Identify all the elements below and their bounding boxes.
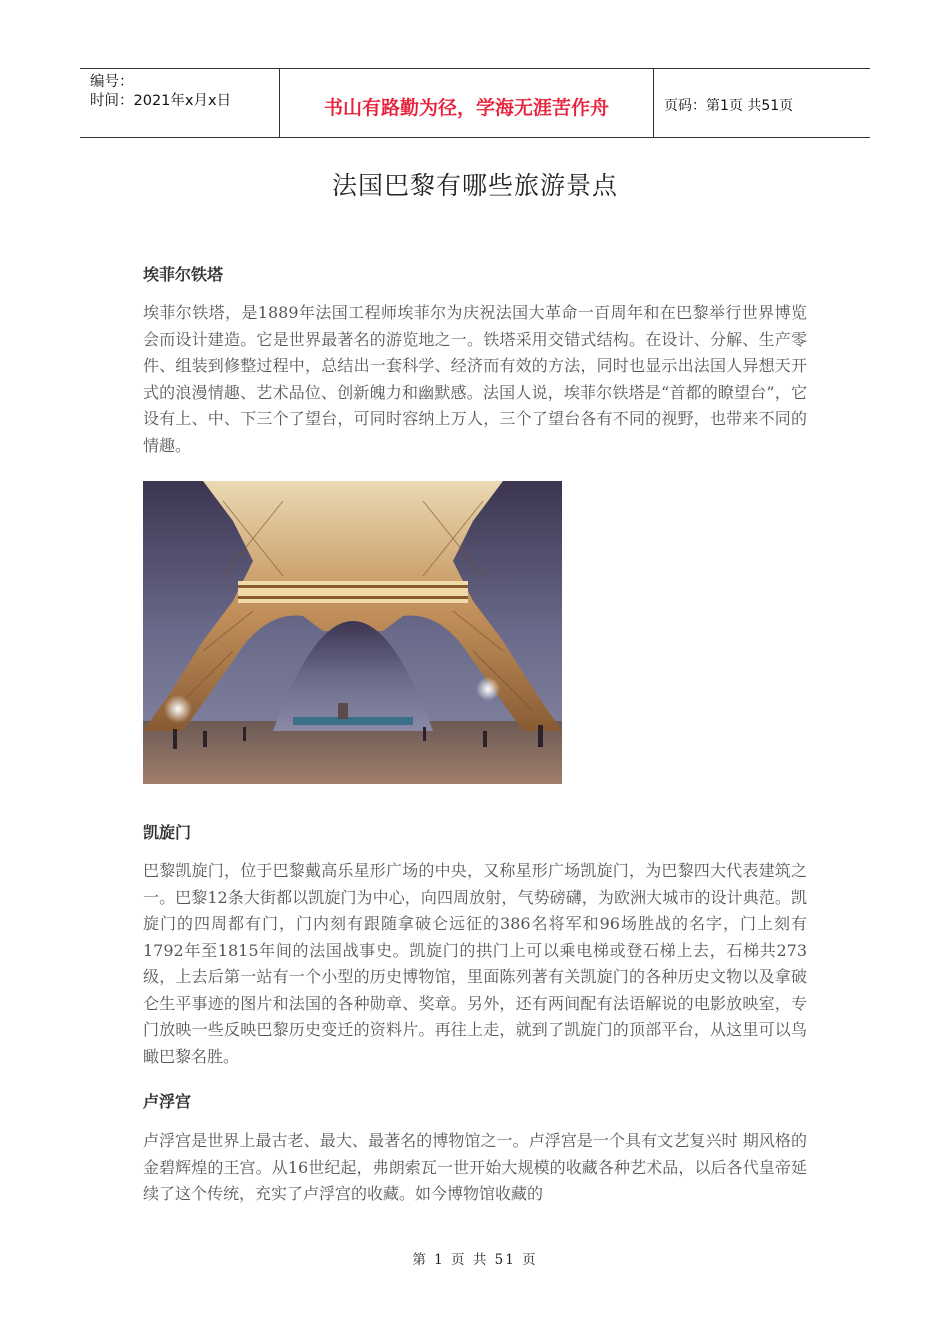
header-motto: 书山有路勤为径，学海无涯苦作舟 bbox=[280, 69, 654, 137]
section-heading-louvre: 卢浮宫 bbox=[143, 1092, 192, 1111]
number-label: 编号： bbox=[90, 74, 134, 90]
section-text-eiffel: 埃菲尔铁塔，是1889年法国工程师埃菲尔为庆祝法国大革命一百周年和在巴黎举行世界博览会而设计建造。它是世界最著名的游览地之一。铁塔采用交错式结构。在设计、分解、生产零件、组装到修整过程中，总结出一套科学、经济而有效的方法，同时也显示出法国人异想天开式的浪漫情趣、艺术品位、创新魄力和幽默感。法国人说，埃菲尔铁塔是“首都的瞭望台”，它设有上、中、下三个了望台，可同时容纳上万人，三个了望台各有不同的视野，也带来不同的情趣。 bbox=[143, 303, 807, 455]
header-page-info: 页码：第1页 共51页 bbox=[664, 98, 794, 114]
time-label: 时间：2021年x月x日 bbox=[90, 93, 232, 109]
section-text-arc: 巴黎凯旋门，位于巴黎戴高乐星形广场的中央，又称星形广场凯旋门，为巴黎四大代表建筑之一。巴黎12条大街都以凯旋门为中心，向四周放射，气势磅礴，为欧洲大城市的设计典范。凯旋门的四周都有门，门内刻有跟随拿破仑远征的386名将军和96场胜战的名字，门上刻有1792年至1815年间的法国战事史。凯旋门的拱门上可以乘电梯或登石梯上去，石梯共273级，上去后第一站有一个小型的历史博物馆，里面陈列著有关凯旋门的各种历史文物以及拿破仑生平事迹的图片和法国的各种勋章、奖章。另外，还有两间配有法语解说的电影放映室，专门放映一些反映巴黎历史变迁的资料片。再往上走，就到了凯旋门的顶部平台，从这里可以鸟瞰巴黎名胜。 bbox=[143, 861, 807, 1066]
section-heading-eiffel: 埃菲尔铁塔 bbox=[143, 265, 224, 284]
eiffel-tower-photo bbox=[143, 481, 562, 784]
section-heading-arc: 凯旋门 bbox=[143, 823, 192, 842]
page-footer: 第 1 页 共 51 页 bbox=[412, 1252, 538, 1268]
document-header bbox=[80, 68, 870, 138]
document-title: 法国巴黎有哪些旅游景点 bbox=[331, 171, 618, 200]
header-meta bbox=[80, 69, 280, 137]
section-text-louvre: 卢浮宫是世界上最古老、最大、最著名的博物馆之一。卢浮宫是一个具有文艺复兴时 期风格的金碧辉煌的王宫。从16世纪起，弗朗索瓦一世开始大规模的收藏各种艺术品，以后各代皇帝延续了这个传统，充实了卢浮宫的收藏。如今博物馆收藏的 bbox=[143, 1131, 807, 1203]
